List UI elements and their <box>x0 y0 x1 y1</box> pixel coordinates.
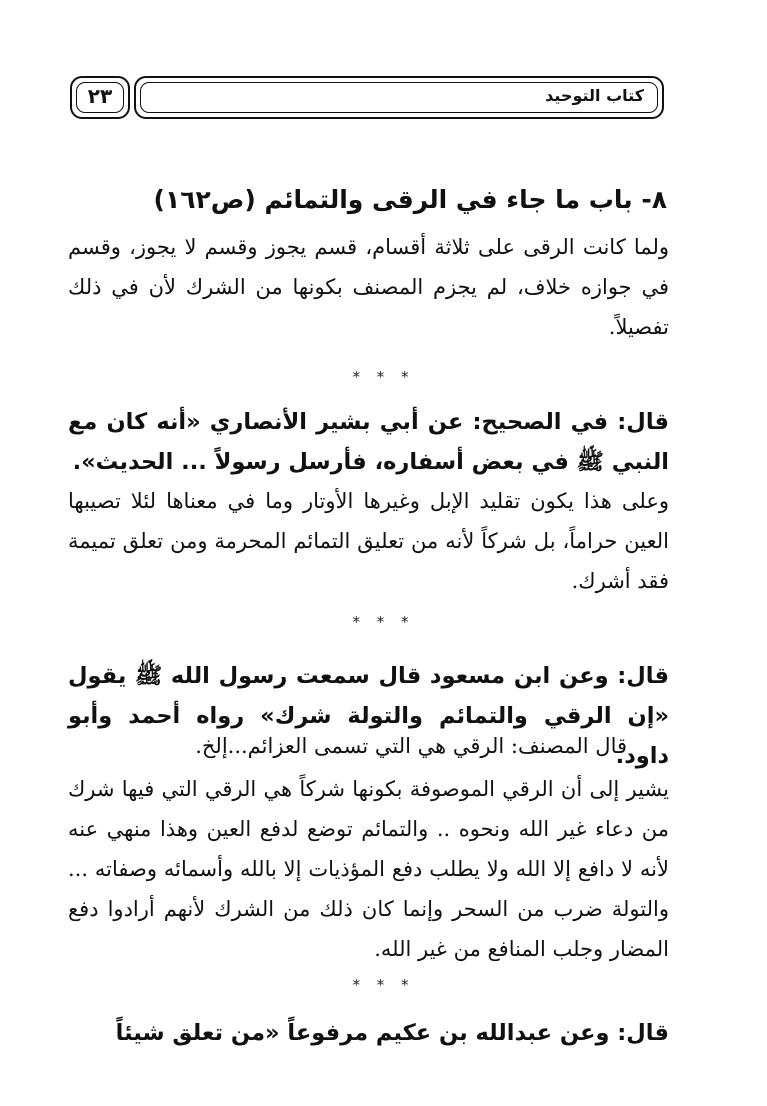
commentary-paragraph: يشير إلى أن الرقي الموصوفة بكونها شركاً هي الرقي التي فيها شرك من دعاء غير الله ونحوه .. والتمائم توضع لدفع العين وهذا منهي عنه لأنه لا دافع إلا الله ولا يطلب دفع المؤذيات إلا بالله وأسمائه وصفاته ... والتولة ضرب من السحر وإنما كان ذلك من الشرك لأنهم أرادوا دفع المضار وجلب المنافع من غير الله. <box>68 777 669 961</box>
hadith-text: قال: وعن ابن مسعود قال سمعت رسول الله ﷺ يقول «إن الرقي والتمائم والتولة شرك» رواه أحمد وأبو داود. <box>68 663 669 769</box>
commentary-paragraph: وعلى هذا يكون تقليد الإبل وغيرها الأوتار وما في معناها لئلا تصيبها العين حراماً، بل شركاً لأنه من تعليق التمائم المحرمة ومن تعلق تميمة فقد أشرك. <box>68 489 669 593</box>
chapter-heading: ٨- باب ما جاء في الرقى والتمائم (ص١٦٢) <box>153 185 667 214</box>
author-quote: قال المصنف: الرقي هي التي تسمى العزائم...إلخ. <box>195 734 627 758</box>
running-header-frame <box>134 76 664 119</box>
hadith-text: قال: وعن عبدالله بن عكيم مرفوعاً «من تعلق شيئاً <box>115 1020 669 1046</box>
intro-paragraph: ولما كانت الرقى على ثلاثة أقسام، قسم يجوز وقسم لا يجوز، وقسم في جوازه خلاف، لم يجزم المصنف بكونها من الشرك لأن في ذلك تفصيلاً. <box>68 235 669 339</box>
hadith-text: قال: في الصحيح: عن أبي بشير الأنصاري «أنه كان مع النبي ﷺ في بعض أسفاره، فأرسل رسولاً ... الحديث». <box>68 409 669 475</box>
page-number-frame <box>70 76 130 119</box>
section-separator: * * * <box>352 613 415 631</box>
section-separator: * * * <box>352 976 415 994</box>
page-number: ٢٣ <box>87 84 113 108</box>
running-header-title: كتاب التوحيد <box>545 86 644 105</box>
section-separator: * * * <box>352 368 415 386</box>
